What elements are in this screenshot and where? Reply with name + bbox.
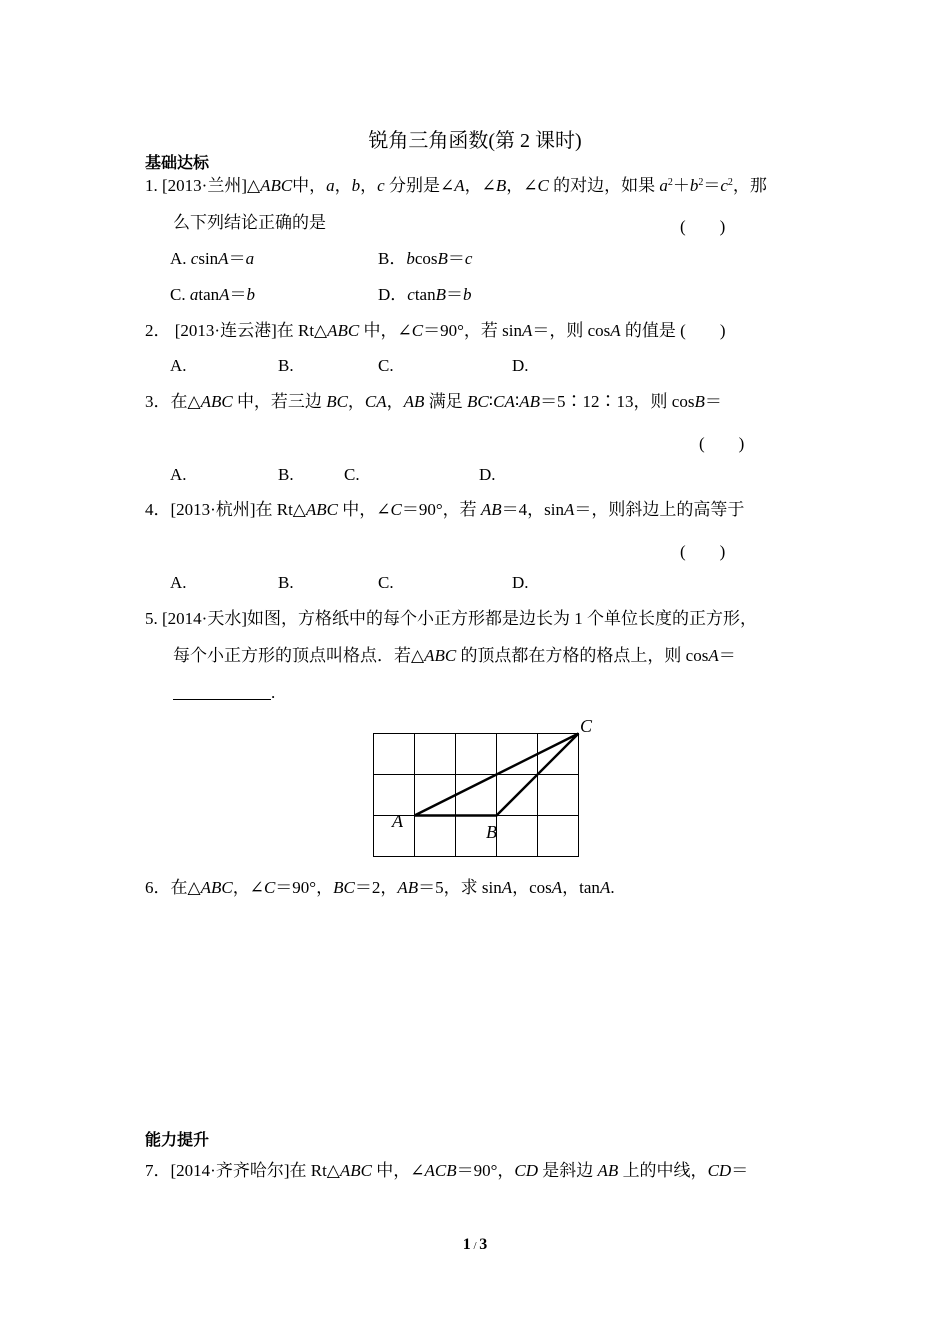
option-label: C. <box>170 285 186 304</box>
q2-number: 2． <box>145 321 171 340</box>
q6-triangle-name: ABC <box>200 878 233 897</box>
grid-lines <box>374 734 579 857</box>
section-heading-basic: 基础达标 <box>145 153 210 172</box>
page-current: 1 <box>462 1236 471 1253</box>
vertex-label-c: C <box>580 716 593 736</box>
q7-source-tag: [2014·齐齐哈尔] <box>170 1161 290 1180</box>
q6-period: . <box>610 878 615 897</box>
option-eq: ＝ <box>228 249 246 268</box>
vertex-label-a: A <box>392 811 403 831</box>
question-3 <box>145 391 722 413</box>
q1-equals: ＝ <box>703 176 721 195</box>
q2-var-A: A <box>521 321 533 340</box>
q6-text: ＝5，求 sin <box>418 878 502 897</box>
q1-angle-C: C <box>537 176 549 195</box>
q4-text: ＝，则斜边上的高等于 <box>574 500 745 519</box>
q4-option-b: B. <box>278 573 294 592</box>
question-5-line-1 <box>145 608 757 630</box>
q2-var-A: A <box>610 321 621 340</box>
page-separator: / <box>470 1240 480 1252</box>
q1-exponent: 2 <box>667 177 673 188</box>
q7-equals: ＝ <box>731 1161 749 1180</box>
option-var: A <box>218 249 229 268</box>
q3-side: AB <box>519 392 541 411</box>
q7-text: 是斜边 <box>538 1161 598 1180</box>
q5-triangle-name: ABC <box>424 646 457 665</box>
q6-text: ，cos <box>512 878 552 897</box>
option-var: c <box>190 249 199 268</box>
q3-side: CA <box>364 392 387 411</box>
q6-angle-C: C <box>263 878 276 897</box>
q5-answer-blank[interactable] <box>173 682 275 704</box>
q3-option-c: C. <box>344 465 360 484</box>
q3-comma: ， <box>386 392 404 411</box>
q4-text: 在 Rt△ <box>255 500 306 519</box>
q6-text: ＝2， <box>354 878 398 897</box>
q3-text: 在△ <box>170 392 201 411</box>
q1-answer-paren: ( ) <box>680 217 726 236</box>
q6-number: 6． <box>145 878 171 897</box>
q2-text: ＝，则 cos <box>532 321 611 340</box>
q7-side: AB <box>597 1161 619 1180</box>
q1-text: 分别是∠ <box>384 176 455 195</box>
option-var: c <box>464 249 473 268</box>
q5-text: 每个小正方形的顶点叫格点．若△ <box>173 646 425 665</box>
option-func: sin <box>198 249 219 268</box>
q3-side: CA <box>493 392 515 411</box>
q2-source-tag: [2013·连云港] <box>174 321 277 340</box>
q2-option-a: A. <box>170 356 187 375</box>
q1-comma: ， <box>334 176 352 195</box>
q2-text: 中，∠ <box>359 321 412 340</box>
q3-answer-paren: ( ) <box>699 434 745 453</box>
q5-number: 5. <box>145 609 158 628</box>
question-6 <box>145 877 615 899</box>
q4-text: 中，∠ <box>337 500 391 519</box>
q1-source-tag: [2013·兰州] <box>162 176 247 195</box>
q1-plus: ＋ <box>672 176 690 195</box>
option-func: tan <box>198 285 220 304</box>
q4-var-A: A <box>564 500 575 519</box>
q3-side: BC <box>326 392 348 411</box>
q4-text: ＝90°，若 <box>401 500 481 519</box>
q1-angle-A: A <box>454 176 465 195</box>
q5-text: 的顶点都在方格的格点上，则 cos <box>456 646 709 665</box>
q3-option-b: B. <box>278 465 294 484</box>
q1-formula-c: c <box>720 176 728 195</box>
option-eq: ＝ <box>229 285 247 304</box>
q1-text: ，那 <box>732 176 767 195</box>
option-func: cos <box>414 249 438 268</box>
section-heading-advanced: 能力提升 <box>145 1130 210 1149</box>
option-label: B． <box>378 249 407 268</box>
option-var: c <box>407 285 415 304</box>
q6-side: AB <box>397 878 419 897</box>
grid-triangle-figure <box>360 712 610 864</box>
q3-ratio: ∶ <box>488 392 494 411</box>
page-number <box>0 1236 950 1254</box>
q7-number: 7． <box>145 1161 171 1180</box>
q4-number: 4． <box>145 500 171 519</box>
q3-equals: ＝ <box>704 392 722 411</box>
q7-angle: ACB <box>424 1161 457 1180</box>
option-var: A <box>219 285 230 304</box>
q2-option-b: B. <box>278 356 294 375</box>
q1-number: 1. <box>145 176 158 195</box>
q2-angle-C: C <box>411 321 424 340</box>
q4-text: ＝4，sin <box>501 500 565 519</box>
option-var: B <box>435 285 446 304</box>
q3-ratio: ∶ <box>514 392 520 411</box>
question-5-line-2 <box>173 645 736 667</box>
answer-blank-line[interactable] <box>173 683 271 700</box>
option-eq: ＝ <box>447 249 465 268</box>
q6-var-A: A <box>599 878 611 897</box>
question-1-line-2: 么下列结论正确的是 <box>173 213 326 232</box>
q1-option-a <box>170 248 254 270</box>
q1-text: ，∠ <box>506 176 538 195</box>
q6-text: 在△ <box>170 878 201 897</box>
vertex-label-b: B <box>486 822 497 842</box>
q6-var-A: A <box>551 878 563 897</box>
q1-var-a: a <box>326 176 335 195</box>
q7-text: 中，∠ <box>371 1161 425 1180</box>
q2-text: 在 Rt△ <box>276 321 328 340</box>
question-4 <box>145 499 744 521</box>
q3-option-a: A. <box>170 465 187 484</box>
question-7 <box>145 1160 748 1182</box>
q1-text: ，∠ <box>464 176 496 195</box>
q5-var-A: A <box>708 646 719 665</box>
page-total: 3 <box>479 1236 488 1253</box>
option-var: b <box>246 285 256 304</box>
q3-option-d: D. <box>479 465 496 484</box>
q5-equals: ＝ <box>718 646 736 665</box>
q4-option-c: C. <box>378 573 394 592</box>
option-var: a <box>189 285 199 304</box>
q4-angle-C: C <box>390 500 402 519</box>
option-var: b <box>406 249 415 268</box>
question-2 <box>145 320 726 342</box>
q1-formula-a: a <box>659 176 668 195</box>
q7-text: ＝90°， <box>456 1161 515 1180</box>
q1-var-b: b <box>351 176 361 195</box>
option-eq: ＝ <box>446 285 463 304</box>
option-label: A. <box>170 249 187 268</box>
q1-option-c <box>170 284 255 306</box>
q2-triangle-name: ABC <box>327 321 360 340</box>
q1-triangle-name: ABC <box>260 176 293 195</box>
option-label: D． <box>378 285 408 304</box>
q7-segment: CD <box>514 1161 539 1180</box>
q3-triangle-name: ABC <box>200 392 233 411</box>
q1-var-c: c <box>377 176 385 195</box>
q4-source-tag: [2013·杭州] <box>170 500 256 519</box>
q3-number: 3． <box>145 392 171 411</box>
q5-text: 如图，方格纸中的每个小正方形都是边长为 1 个单位长度的正方形， <box>246 609 757 628</box>
option-func: tan <box>414 285 436 304</box>
option-var: a <box>245 249 255 268</box>
q5-source-tag: [2014·天水] <box>162 609 247 628</box>
q6-side: BC <box>333 878 355 897</box>
q4-answer-paren: ( ) <box>680 542 726 561</box>
q2-text: 的值是 ( ) <box>620 321 726 340</box>
option-var: b <box>463 285 472 304</box>
q6-text: ，∠ <box>232 878 264 897</box>
q1-exponent: 2 <box>698 177 704 188</box>
question-1-line-1 <box>145 175 767 197</box>
q2-option-d: D. <box>512 356 529 375</box>
q5-period: . <box>271 683 276 702</box>
q3-text: 满足 <box>424 392 467 411</box>
q1-text: 中， <box>292 176 327 195</box>
q1-comma: ， <box>360 176 378 195</box>
q3-text: ＝5∶12∶13，则 cos <box>540 392 695 411</box>
q1-angle-B: B <box>495 176 507 195</box>
q2-text: ＝90°，若 sin <box>423 321 522 340</box>
q7-text: 上的中线， <box>618 1161 708 1180</box>
q4-option-a: A. <box>170 573 187 592</box>
q4-option-d: D. <box>512 573 529 592</box>
q1-text: 的对边，如果 <box>548 176 660 195</box>
q6-text: ＝90°， <box>275 878 334 897</box>
q3-text: 中，若三边 <box>232 392 327 411</box>
grid-border <box>374 734 579 857</box>
q7-triangle-name: ABC <box>339 1161 372 1180</box>
option-var: B <box>437 249 448 268</box>
q4-triangle-name: ABC <box>305 500 338 519</box>
q1-exponent: 2 <box>727 177 733 188</box>
q6-text: ，tan <box>562 878 600 897</box>
q3-var-B: B <box>694 392 705 411</box>
q2-option-c: C. <box>378 356 394 375</box>
triangle-symbol: △ <box>246 176 261 195</box>
q1-option-d <box>378 284 472 306</box>
q4-side: AB <box>480 500 502 519</box>
q3-comma: ， <box>347 392 365 411</box>
page-title: 锐角三角函数(第 2 课时) <box>368 130 582 152</box>
q7-segment: CD <box>707 1161 732 1180</box>
q1-option-b <box>378 248 472 270</box>
q3-side: AB <box>403 392 425 411</box>
q1-formula-b: b <box>689 176 699 195</box>
q7-text: 在 Rt△ <box>289 1161 340 1180</box>
q6-var-A: A <box>501 878 513 897</box>
q3-side: BC <box>466 392 489 411</box>
